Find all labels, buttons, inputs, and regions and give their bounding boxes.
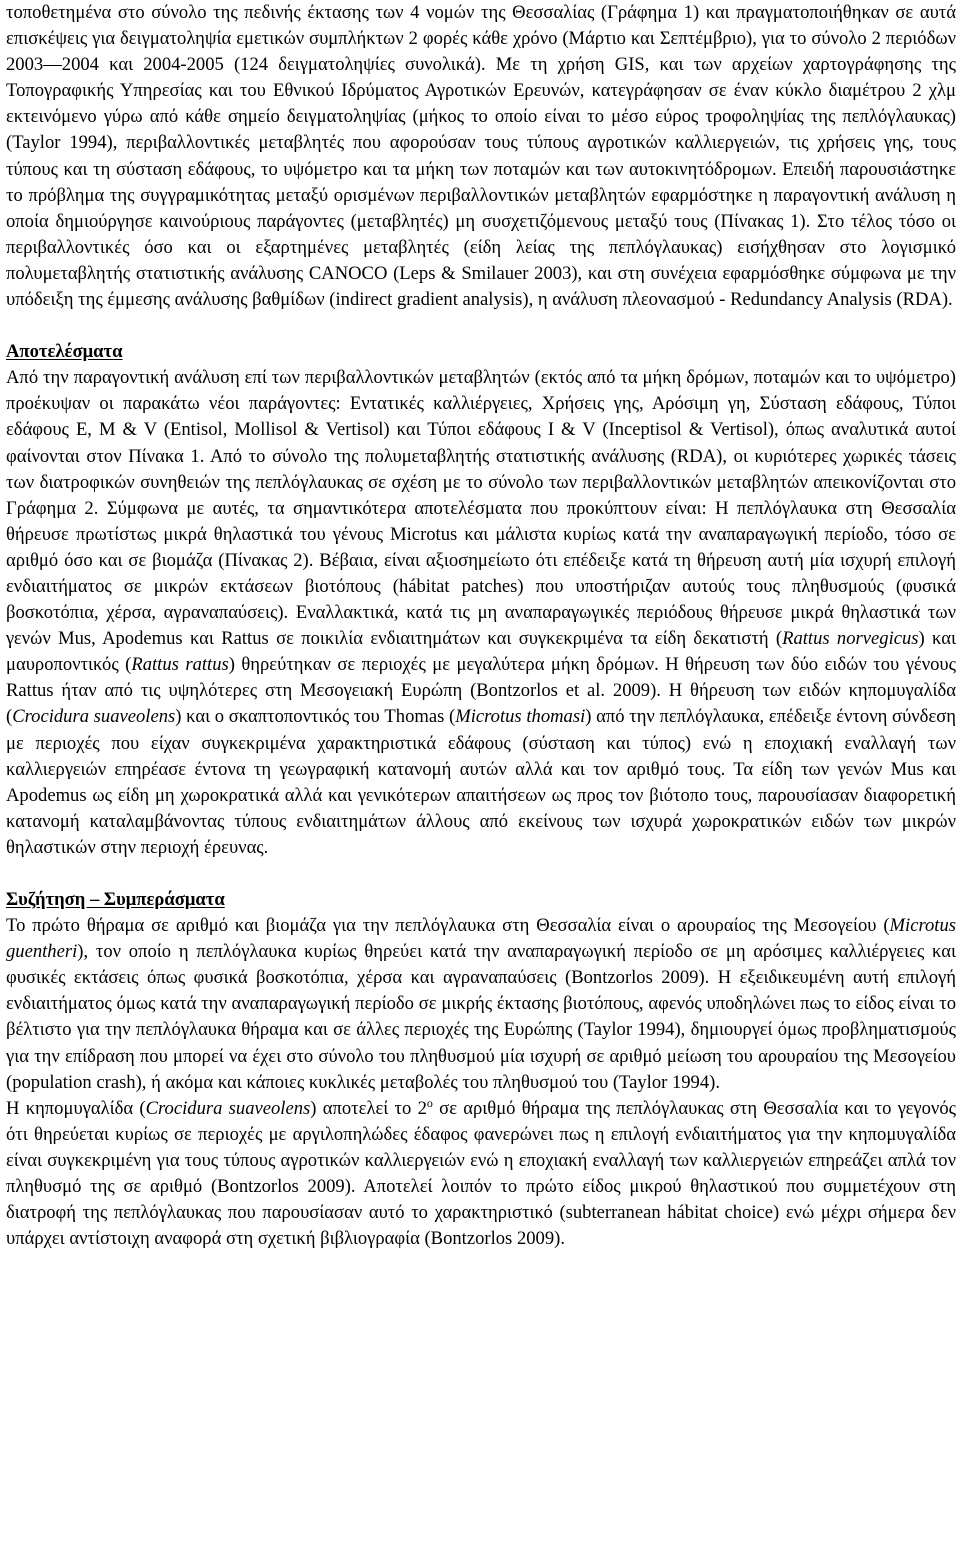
species-crocidura-suaveolens-2: Crocidura suaveolens — [145, 1097, 311, 1119]
discussion-section — [6, 887, 956, 1252]
results-text-7: ) και ο σκαπτοποντικός του Thomas ( — [175, 706, 456, 728]
results-text-1: Από την παραγοντική ανάλυση επί των περιβαλλοντικών μεταβλητών (εκτός από τα μήκη δρόμων, ποταμών και το υψόμετρο) προέκυψαν οι παρακάτω νέοι παράγοντες: Εντατικές καλλιέργειες, Χρήσεις γης, Αρόσιμη γη, Σύσταση εδάφους, Τύποι εδάφους E, M & V (Entisol, Mollisol & Vertisol) και Τύποι εδάφους I & V (Inceptisol & Vertisol), όπως αναλυτικά αυτοί φαίνονται στον Πίνακα 1. Από το σύνολο της πολυμεταβλητής στατιστικής ανάλυσης (RDA), οι κυριότερες χωρικές τάσεις των διατροφικών συνηθειών της πεπλόγλαυκας σε σχέση με το σύνολο των περιβαλλοντικών μεταβλητών απεικονίζονται στο Γράφημα 2. Σύμφωνα με αυτές, τα σημαντικότερα αποτελέσματα που προκύπτουν είναι: Η πεπλόγλαυκα στη Θεσσαλία θήρευσε πρωτίστως μικρά θηλαστικά του γένους Microtus και μάλιστα κυρίως κατά την αναπαραγωγική περίοδο, τόσο σε αριθμό όσο και σε βιομάζα (Πίνακας 2). Βέβαια, είναι αξιοσημείωτο ότι επέδειξε κατά τη θήρευση αυτή μία ισχυρή επιλογή ενδιαιτήματος σε μικρών εκτάσεων βιοτόπους (hábitat patches) που υποστήριζαν αυτούς τους πληθυσμούς (φυσικά βοσκοτόπια, χέρσα, αγραναπαύσεις). Εναλλακτικά, κατά τις μη αναπαραγωγικές περιόδους θήρευσε μικρά θηλαστικά των γενών Mus, Apodemus και Rattus σε ποικιλία ενδιαιτημάτων και συγκεκριμένα τα είδη δεκατιστή ( — [6, 367, 956, 650]
methods-paragraph: τοποθετημένα στο σύνολο της πεδινής έκτασης των 4 νομών της Θεσσαλίας (Γράφημα 1) και πραγματοποιήθηκαν σε αυτά επισκέψεις για δειγματοληψία εμετικών συμπλήκτων 2 φορές κάθε χρόνο (Μάρτιο και Σεπτέμβριο), για το σύνολο 2 περιόδων 2003—2004 και 2004-2005 (124 δειγματοληψίες συνολικά). Με τη χρήση GIS, και των αρχείων χαρτογράφησης της Τοπογραφικής Υπηρεσίας και του Εθνικού Ιδρύματος Αγροτικών Ερευνών, κατεγράφησαν σε έναν κύκλο διαμέτρου 2 χλμ εκτεινόμενο γύρω από κάθε σημείο δειγματοληψίας (μήκος το οποίο είναι το μέσο εύρος τροφοληψίας της πεπλόγλαυκας) (Taylor 1994), περιβαλλοντικές μεταβλητές που αφορούσαν τους τύπους αγροτικών καλλιεργειών, τις χρήσεις γης, τους τύπους και τη σύσταση εδάφους, το υψόμετρο και τα μήκη των ποταμών και των αυτοκινητόδρομων. Επειδή παρουσιάστηκε το πρόβλημα της συγγραμικότητας μεταξύ ορισμένων περιβαλλοντικών μεταβλητών εφαρμόστηκε η παραγοντική ανάλυση η οποία δημιούργησε καινούριους παράγοντες (μεταβλητές) μη συσχετιζόμενους μεταξύ τους (Πίνακας 1). Στο τέλος τόσο οι περιβαλλοντικές όσο και οι εξαρτημένες μεταβλητές (είδη λείας της πεπλόγλαυκας) εισήχθησαν στο λογισμικό πολυμεταβλητής στατιστικής ανάλυσης CANOCO (Leps & Smilauer 2003), και στη συνέχεια εφαρμόσθηκε σύμφωνα με την υπόδειξη της έμμεσης ανάλυσης βαθμίδων (indirect gradient analysis), η ανάλυση πλεονασμού - Redundancy Analysis (RDA). — [6, 2, 956, 311]
discussion-paragraph-1 — [6, 913, 956, 1096]
results-text-3: ) και μαυροποντικός ( — [6, 628, 956, 676]
discussion-text-2d: σε αριθμό θήραμα της πεπλόγλαυκας στη Θεσσαλία και το γεγονός ότι θηρεύεται κυρίως σε περιοχές με αργιλοπηλώδες έδαφος φανερώνει πως η επιλογή ενδιαιτήματος για την κηπομυγαλίδα είναι συγκεκριμένη για τους τύπους αγροτικών καλλιεργειών ενώ η εποχιακή εναλλαγή των καλλιεργειών επηρεάζει απλά τον πληθυσμό της σε αριθμό (Bontzorlos 2009). Αποτελεί λοιπόν το πρώτο είδος μικρού θηλαστικού που συμμετέχουν στη διατροφή της πεπλόγλαυκας που παρουσίασαν αυτό το χαρακτηριστικό (subterranean hábitat choice) ενώ μέχρι σήμερα δεν υπάρχει αντίστοιχη αναφορά στη σχετική βιβλιογραφία (Bontzorlos 2009). — [6, 1097, 956, 1250]
results-text-9: ) από την πεπλόγλαυκα, επέδειξε έντονη σύνδεση με περιοχές που είχαν συγκεκριμένα χαρακτηριστικά εδάφους (σύσταση και τύπος) ενώ η εποχιακή εναλλαγή των καλλιεργειών επηρέασε έντονα τη γεωγραφική κατανομή αυτών αλλά και τον αριθμό τους. Τα είδη των γενών Mus και Apodemus ως είδη μη χωροκρατικά αλλά και γενικότερων απαιτήσεων ως προς τον βιότοπο τους, παρουσίασαν διαφορετική κατανομή καταλαμβάνοντας τύπους ενδιαιτημάτων άλλους από εκείνους των ισχυρά χωροκρατικών ειδών των μικρών θηλαστικών στην περιοχή έρευνας. — [6, 706, 956, 858]
results-heading: Αποτελέσματα — [6, 341, 123, 363]
species-crocidura-suaveolens: Crocidura suaveolens — [12, 706, 176, 728]
species-rattus-rattus: Rattus rattus — [131, 654, 229, 676]
discussion-paragraph-2 — [6, 1096, 956, 1253]
species-microtus-thomasi: Microtus thomasi — [455, 706, 586, 728]
results-text-5: ) θηρεύτηκαν σε περιοχές με μεγαλύτερα μήκη δρόμων. Η θήρευση των δύο ειδών του γένους Rattus ήταν από τις υψηλότερες στη Μεσογειακή Ευρώπη (Bontzorlos et al. 2009). Η θήρευση των ειδών κηπομυγαλίδα ( — [6, 654, 956, 728]
discussion-heading: Συζήτηση – Συμπεράσματα — [6, 889, 225, 910]
results-paragraph — [6, 365, 956, 861]
species-rattus-norvegicus: Rattus norvegicus — [782, 628, 919, 650]
discussion-text-1c: ), τον οποίο η πεπλόγλαυκα κυρίως θηρεύει κατά την αναπαραγωγική περίοδο σε μη αρόσιμες καλλιέργειες και φυσικές εκτάσεις όπως φυσικά βοσκοτόπια, χέρσα και αγραναπαύσεις (Bontzorlos 2009). Η εξειδικευμένη αυτή επιλογή ενδιαιτήματος όμως κατά την αναπαραγωγική περίοδο σε μικρής έκτασης βιοτόπους, αφενός υποδηλώνει πως το είδος είναι το βέλτιστο για την πεπλόγλαυκα θήραμα και σε άλλες περιοχές της Ευρώπης (Taylor 1994), δημιουργεί όμως προβληματισμούς για την επίδραση που μπορεί να έχει στο σύνολο του πληθυσμού μία ισχυρή σε αριθμό μείωση του αρουραίου της Μεσογείου (population crash), ή ακόμα και κάποιες κυκλικές μεταβολές του πληθυσμού του (Taylor 1994). — [6, 941, 956, 1093]
ordinal-superscript: ο — [426, 1095, 433, 1110]
discussion-text-2c: ) αποτελεί το 2 — [310, 1097, 427, 1119]
discussion-text-1a: Το πρώτο θήραμα σε αριθμό και βιομάζα για την πεπλόγλαυκα στη Θεσσαλία είναι ο αρουραίος της Μεσογείου ( — [6, 915, 890, 937]
results-section — [6, 339, 956, 861]
discussion-text-2a: Η κηπομυγαλίδα ( — [6, 1097, 146, 1119]
species-microtus-guentheri: Microtus guentheri — [6, 915, 956, 963]
